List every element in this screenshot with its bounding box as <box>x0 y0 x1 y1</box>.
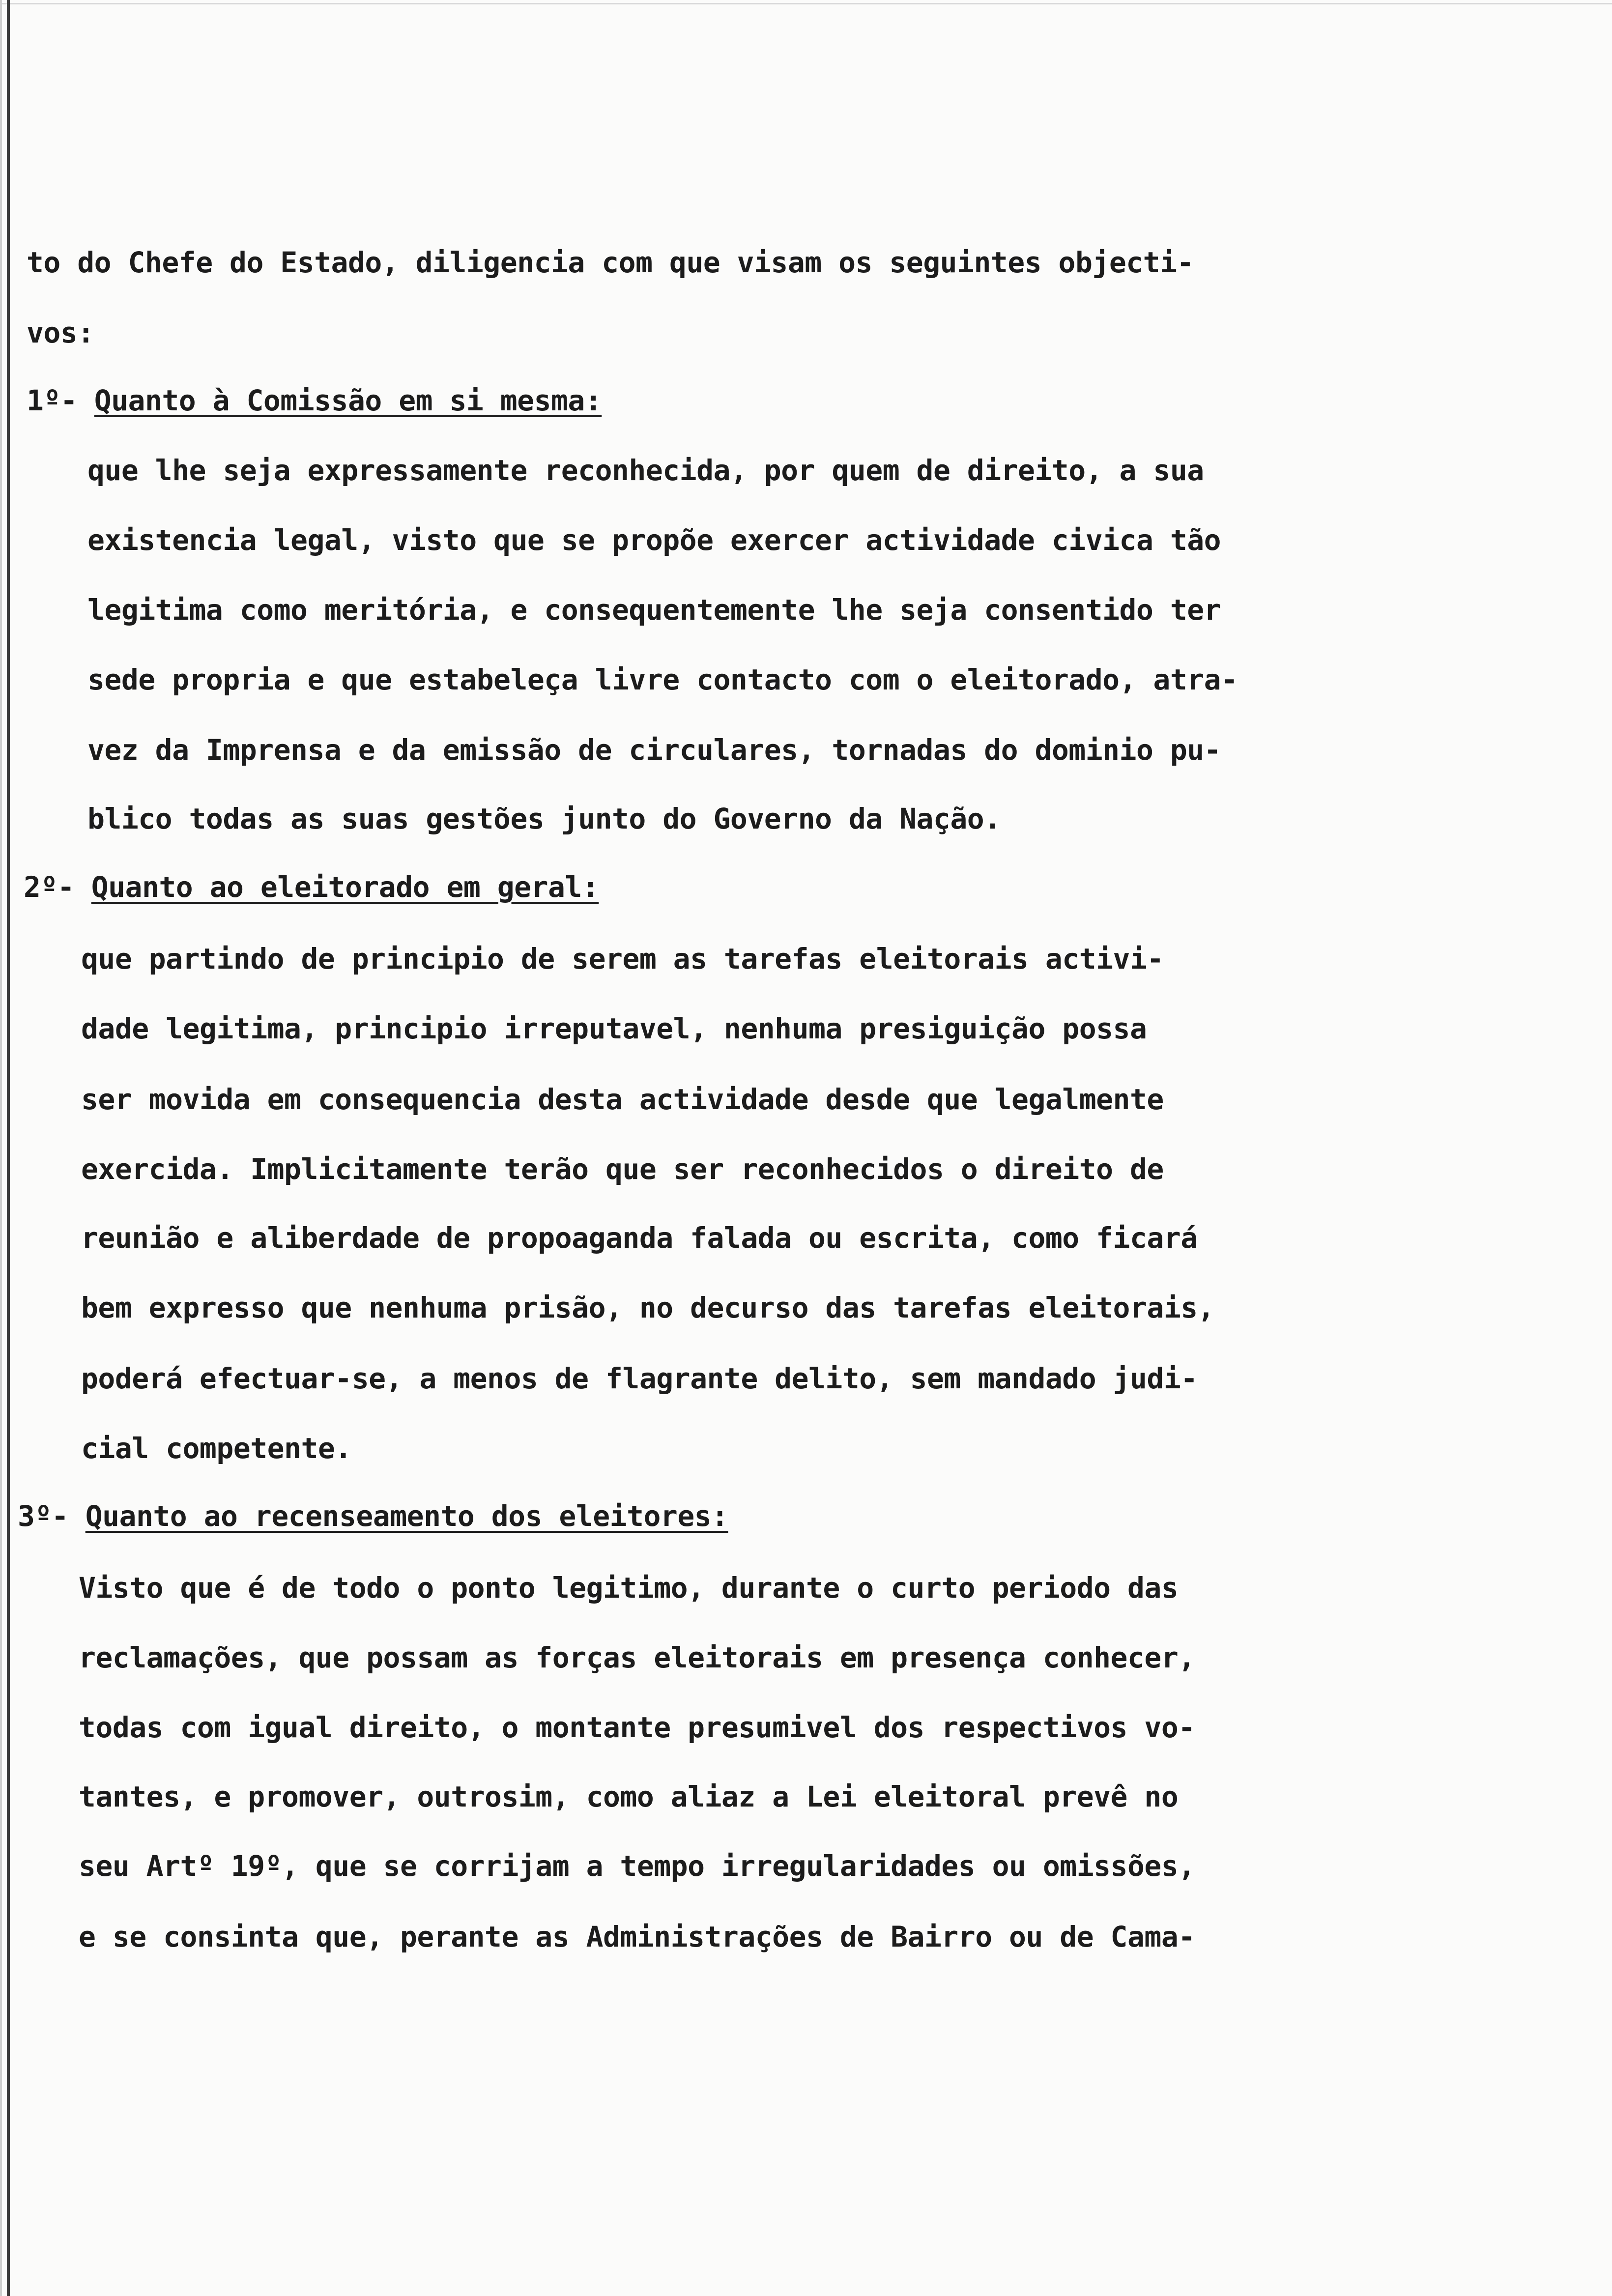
text-line: to do Chefe do Estado, diligencia com que visam os seguintes objecti- <box>27 246 1194 279</box>
heading-number: 2º- <box>24 870 75 904</box>
text-line: ser movida em consequencia desta actividade desde que legalmente <box>81 1083 1164 1116</box>
text-line: bem expresso que nenhuma prisão, no decurso das tarefas eleitorais, <box>81 1291 1215 1324</box>
text-line: exercida. Implicitamente terão que ser reconhecidos o direito de <box>81 1152 1164 1186</box>
heading-number: 3º- <box>18 1499 69 1533</box>
page-left-margin <box>0 0 2 2296</box>
heading-title: Quanto ao eleitorado em geral: <box>91 870 599 904</box>
page-top-edge <box>0 3 1612 4</box>
text-line: vos: <box>27 316 94 349</box>
text-line: blico todas as suas gestões junto do Governo da Nação. <box>87 802 1001 835</box>
text-line: reunião e aliberdade de propoaganda falada ou escrita, como ficará <box>81 1221 1198 1255</box>
section-heading-2 <box>24 870 599 904</box>
heading-title: Quanto ao recenseamento dos eleitores: <box>85 1499 728 1533</box>
text-line: legitima como meritória, e consequentemente lhe seja consentido ter <box>87 593 1221 627</box>
text-line: reclamações, que possam as forças eleitorais em presença conhecer, <box>79 1641 1195 1674</box>
heading-number: 1º- <box>27 384 78 417</box>
text-line: seu Artº 19º, que se corrijam a tempo irregularidades ou omissões, <box>79 1849 1195 1883</box>
text-line: poderá efectuar-se, a menos de flagrante delito, sem mandado judi- <box>81 1362 1198 1395</box>
text-line: todas com igual direito, o montante presumivel dos respectivos vo- <box>79 1711 1195 1744</box>
section-heading-1 <box>27 386 602 415</box>
section-heading-3 <box>18 1499 728 1533</box>
text-line: vez da Imprensa e da emissão de circulares, tornadas do dominio pu- <box>87 733 1221 767</box>
text-line: sede propria e que estabeleça livre contacto com o eleitorado, atra- <box>87 663 1238 696</box>
heading-title: Quanto à Comissão em si mesma: <box>94 384 602 417</box>
text-line: e se consinta que, perante as Administrações de Bairro ou de Cama- <box>79 1920 1195 1953</box>
text-line: cial competente. <box>81 1432 352 1465</box>
text-line: dade legitima, principio irreputavel, nenhuma presiguição possa <box>81 1012 1147 1045</box>
text-line: tantes, e promover, outrosim, como aliaz a Lei eleitoral prevê no <box>79 1780 1179 1813</box>
text-line: que partindo de principio de serem as tarefas eleitorais activi- <box>81 942 1164 976</box>
text-line: que lhe seja expressamente reconhecida, por quem de direito, a sua <box>87 454 1204 487</box>
text-line: existencia legal, visto que se propõe exercer actividade civica tão <box>87 523 1221 557</box>
text-line: Visto que é de todo o ponto legitimo, durante o curto periodo das <box>79 1571 1179 1605</box>
page-left-edge <box>7 0 10 2296</box>
